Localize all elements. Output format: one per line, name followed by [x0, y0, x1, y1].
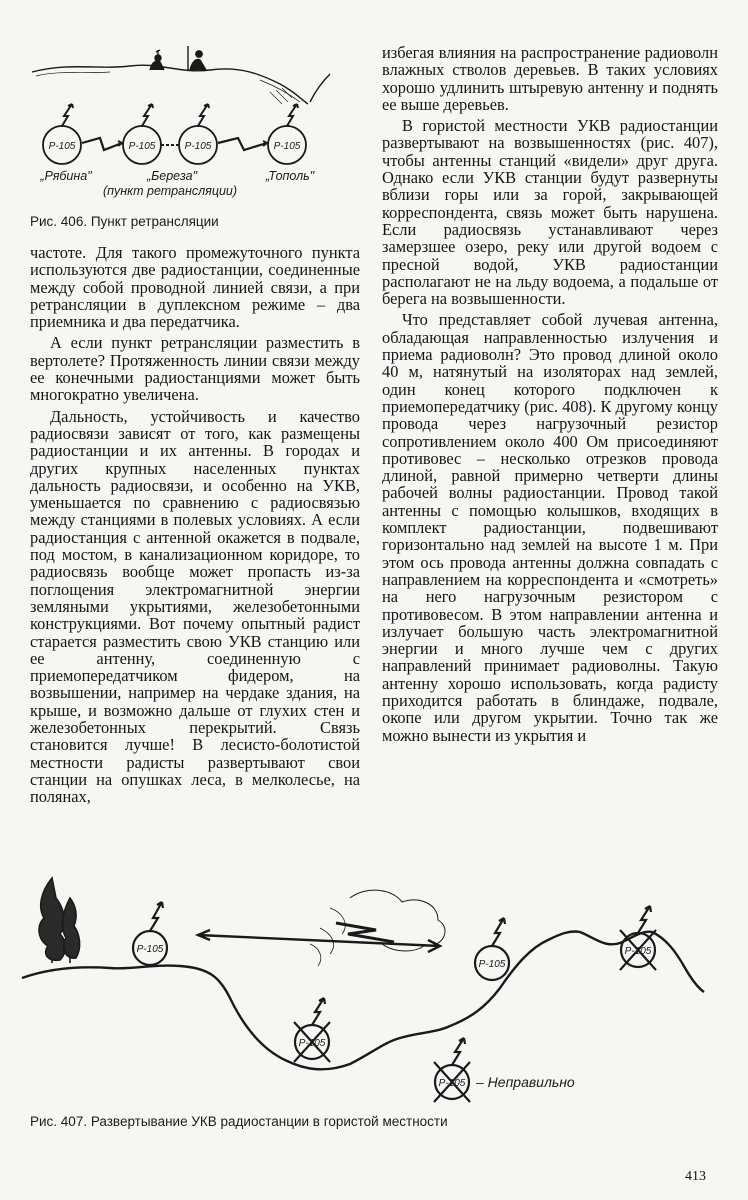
paragraph: избегая влияния на распространение радиоволн влажных стволов деревьев. В таких условиях хорошо удлинить штыревую антенну и поднять ее выше деревьев. [382, 43, 718, 114]
relay-diagram [30, 40, 360, 210]
callsign-bereza: „Береза" [146, 169, 198, 183]
figure-406 [30, 40, 360, 210]
wrong-placement-label: – Неправильно [476, 1074, 575, 1090]
station-label: Р-105 [48, 141, 76, 152]
station-label: Р-105 [136, 944, 164, 955]
callsign-topol: „Тополь" [265, 169, 315, 183]
text-column-left [30, 244, 360, 810]
paragraph: Что представляет собой лучевая антенна, обладающая направленностью излучения и приема радиоволн? Это провод длиной около 40 м, натянутый на изоляторах над землей, один конец которого подключен к приемопередатчику (рис. 408). К другому концу провода через нагрузочный резистор сопротивлением около 400 Ом присоединяют противовес – несколько отрезков провода длиной, равной примерно четверти длины рабочей волны радиостанции. Провод такой антенны с помощью колышков, входящих в комплект радиостанции, подвешивают горизонтально над землей на высоте 1 м. При этом ось провода антенны должна совпадать с направлением на корреспондента и «смотреть» на него нагрузочным резистором с противовесом. В этом направлении антенна и излучает большую часть электромагнитной энергии и много лучше чем с других направлений принимает радиоволны. Такую антенну хорошо использовать, когда радисту приходится работать в блиндаже, подвале, окопе или другом укрытии. Точно так же можно вынести из укрытия и [382, 310, 718, 745]
figure-407-caption: Рис. 407. Развертывание УКВ радиостанции в гористой местности [30, 1114, 448, 1129]
paragraph: Дальность, устойчивость и качество радиосвязи зависят от того, как размещены радиостанции и их антенны. В городах и других крупных населенных пунктах дальность радиосвязи, и особенно на УКВ, уменьшается по сравнению с радиосвязью между станциями в полевых условиях. А если радиостанция с антенной окажется в подвале, под мостом, в канализационном коридоре, то радиосвязь вообще может пропасть из-за поглощения электромагнитной энергии земляными укрытиями, железобетонными конструкциями. Вот почему опытный радист старается разместить свою УКВ станцию или ее антенну, соединенную с приемопередатчиком фидером, на возвышении, например на чердаке здания, на крыше, и возможно дальше от глухих стен и железобетонных перекрытий. Связь становится лучше! В лесисто-болотистой местности радисты развертывают свои станции на опушках леса, в мелколесье, на полянах, [30, 406, 360, 807]
page-number: 413 [685, 1169, 706, 1184]
station-label: Р-105 [273, 141, 301, 152]
station-label: Р-105 [438, 1078, 466, 1089]
mountain-deployment-diagram [20, 868, 710, 1108]
station-label: Р-105 [478, 959, 506, 970]
figure-406-caption: Рис. 406. Пункт ретрансляции [30, 214, 219, 229]
station-label: Р-105 [298, 1038, 326, 1049]
figure-407 [20, 868, 710, 1108]
paragraph: А если пункт ретрансляции разместить в вертолете? Протяженность линии связи между ее конечными радиостанциями может быть многократно увеличена. [30, 333, 360, 405]
relay-point-note: (пункт ретрансляции) [102, 184, 238, 198]
callsign-ryabina: „Рябина" [40, 169, 92, 183]
paragraph: частоте. Для такого промежуточного пункта используются две радиостанции, соединенные между собой проводной линией связи, а при ретрансляции в дуплексном режиме – два приемника и два передатчика. [30, 243, 360, 332]
station-label: Р-105 [128, 141, 156, 152]
station-label: Р-105 [624, 946, 652, 957]
paragraph: В гористой местности УКВ радиостанции развертывают на возвышенностях (рис. 407), чтобы антенны станций «видели» друг друга. Однако если УКВ станции будут развернуты вблизи горы или за горой, закрывающей корреспондента, связь может быть нарушена. Если радиосвязь устанавливают через замерзшее озеро, реку или другой водоем с пресной водой, УКВ радиостанции располагают не на льду водоема, а подальше от берега на возвышенности. [382, 116, 718, 309]
text-column-right [382, 44, 718, 748]
station-label: Р-105 [184, 141, 212, 152]
